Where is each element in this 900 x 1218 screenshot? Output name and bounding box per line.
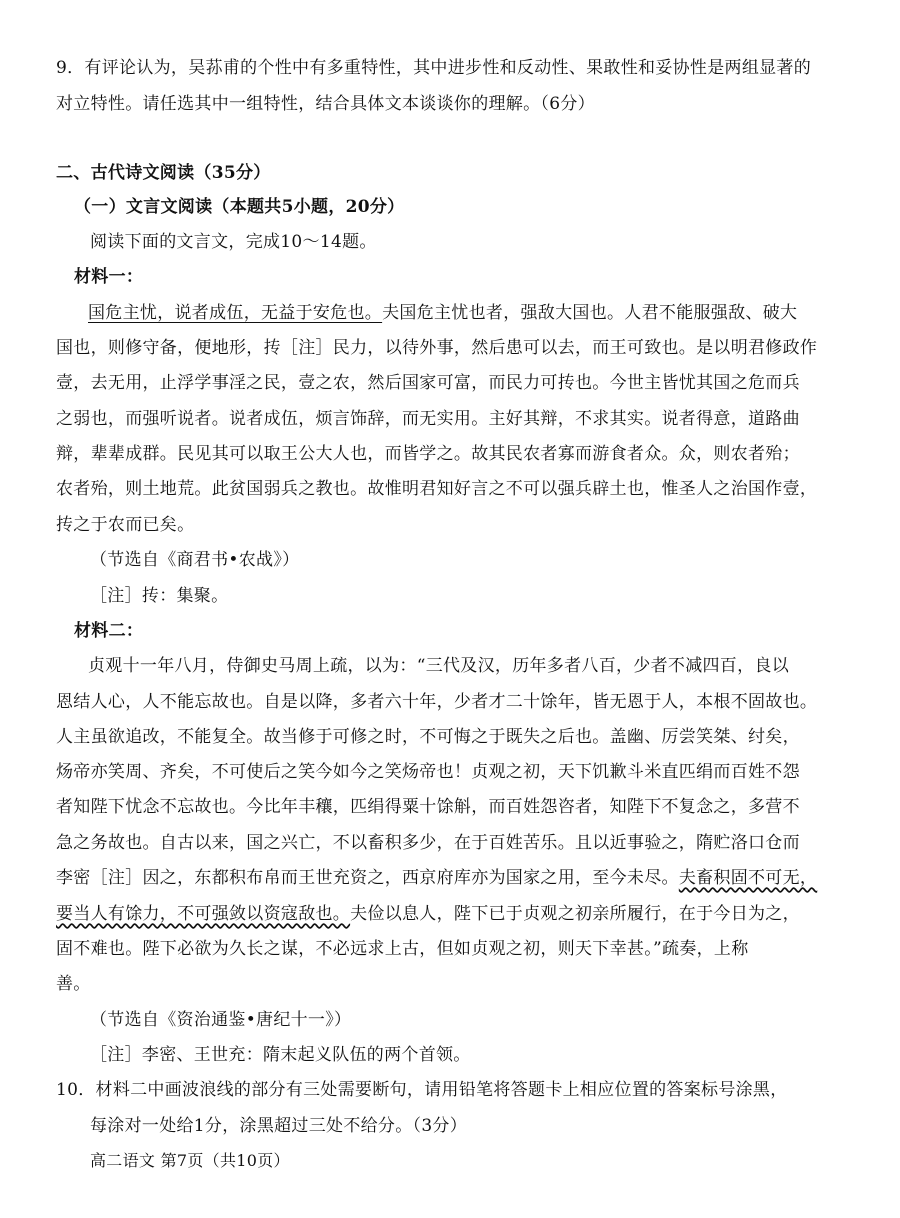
material-2-line-10: 善。 bbox=[56, 974, 91, 994]
wavy-underlined-text: 要当人有馀力，不可强敛以资寇敌也。 bbox=[56, 904, 351, 924]
material-1-line-3: 壹，去无用，止浮学事淫之民，壹之农，然后国家可富，而民力可抟也。今世主皆忧其国之危而兵 bbox=[56, 373, 800, 393]
material-2-line-9: 固不难也。陛下必欲为久长之谋，不必远求上古，但如贞观之初，则天下幸甚。”疏奏，上称 bbox=[56, 939, 749, 959]
section-2-title: 二、古代诗文阅读（35分） bbox=[56, 163, 271, 183]
material-1-label: 材料一： bbox=[74, 267, 144, 287]
material-1-line-2: 国也，则修守备，便地形，抟［注］民力，以待外事，然后患可以去，而王可致也。是以明君修政作 bbox=[56, 338, 818, 358]
material-1-line-1-rest: 夫国危主忧也者，强敌大国也。人君不能服强敌、破大 bbox=[382, 303, 798, 323]
material-2-note: ［注］李密、王世充：隋末起义队伍的两个首领。 bbox=[90, 1045, 471, 1065]
material-2-line-6: 急之务故也。自古以来，国之兴亡，不以畜积多少，在于百姓苦乐。且以近事验之，隋贮洛口仓而 bbox=[56, 833, 800, 853]
material-1-source: （节选自《商君书•农战》） bbox=[90, 550, 300, 570]
page-footer: 高二语文 第7页（共10页） bbox=[90, 1151, 290, 1170]
material-2-source: （节选自《资治通鉴•唐纪十一》） bbox=[90, 1010, 352, 1030]
question-9-line-2: 对立特性。请任选其中一组特性，结合具体文本谈谈你的理解。（6分） bbox=[56, 94, 595, 114]
underlined-sentence: 国危主忧，说者成伍，无益于安危也。 bbox=[88, 303, 383, 323]
question-10-line-1: 10．材料二中画波浪线的部分有三处需要断句，请用铅笔将答题卡上相应位置的答案标号涂黑， bbox=[56, 1080, 788, 1100]
question-10-line-2: 每涂对一处给1分，涂黑超过三处不给分。（3分） bbox=[90, 1116, 468, 1136]
material-1-line-6: 农者殆，则土地荒。此贫国弱兵之教也。故惟明君知好言之不可以强兵辟土也，惟圣人之治国作壹， bbox=[56, 479, 818, 499]
material-1-line-7: 抟之于农而已矣。 bbox=[56, 515, 195, 535]
material-2-line-2: 恩结人心，人不能忘故也。自是以降，多者六十年，少者才二十馀年，皆无恩于人，本根不固故也。 bbox=[56, 692, 818, 712]
material-2-line-8 bbox=[56, 904, 856, 924]
material-2-line-7-text: 李密［注］因之，东都积布帛而王世充资之，西京府库亦为国家之用，至今未尽。 bbox=[56, 868, 679, 888]
reading-instruction: 阅读下面的文言文，完成10～14题。 bbox=[90, 232, 377, 252]
material-2-label: 材料二： bbox=[74, 621, 144, 641]
material-2-line-5: 者知陛下忧念不忘故也。今比年丰穰，匹绢得粟十馀斛，而百姓怨咨者，知陛下不复念之，多营不 bbox=[56, 797, 800, 817]
material-2-line-7 bbox=[56, 868, 856, 888]
material-2-line-8-rest: 夫俭以息人，陛下已于贞观之初亲所履行，在于今日为之， bbox=[350, 904, 800, 924]
material-2-line-1: 贞观十一年八月，侍御史马周上疏，以为：“三代及汉，历年多者八百，少者不减四百，良以 bbox=[88, 656, 789, 676]
material-1-line-4: 之弱也，而强听说者。说者成伍，烦言饰辞，而无实用。主好其辩，不求其实。说者得意，道路曲 bbox=[56, 409, 800, 429]
material-1-note: ［注］抟：集聚。 bbox=[90, 586, 229, 606]
material-2-line-3: 人主虽欲追改，不能复全。故当修于可修之时，不可悔之于既失之后也。盖幽、厉尝笑桀、纣矣， bbox=[56, 727, 800, 747]
material-1-line-1 bbox=[88, 303, 888, 323]
question-9-line-1: 9．有评论认为，吴荪甫的个性中有多重特性，其中进步性和反动性、果敢性和妥协性是两组显著的 bbox=[56, 58, 812, 78]
material-2-line-4: 炀帝亦笑周、齐矣，不可使后之笑今如今之笑炀帝也！贞观之初，天下饥歉斗米直匹绢而百姓不怨 bbox=[56, 762, 800, 782]
wavy-underlined-text: 夫畜积固不可无， bbox=[678, 868, 818, 888]
material-1-line-5: 辩，辈辈成群。民见其可以取王公大人也，而皆学之。故其民农者寡而游食者众。众，则农者殆； bbox=[56, 444, 800, 464]
subsection-title: （一）文言文阅读（本题共5小题，20分） bbox=[74, 197, 405, 217]
